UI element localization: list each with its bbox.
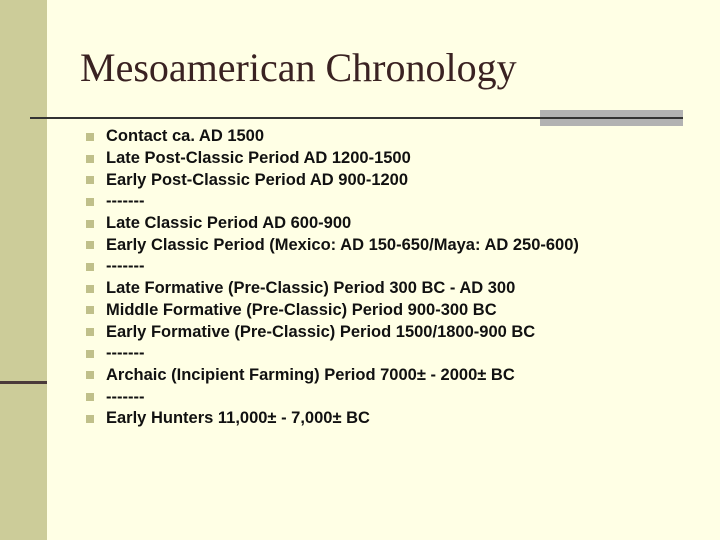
list-item-text: Early Post-Classic Period AD 900-1200	[106, 170, 409, 189]
list-item-text: Late Classic Period AD 600-900	[106, 214, 352, 233]
list-item	[86, 126, 579, 148]
square-bullet-icon	[86, 220, 94, 228]
list-item	[86, 386, 579, 408]
list-item	[86, 169, 579, 191]
square-bullet-icon	[86, 393, 94, 401]
square-bullet-icon	[86, 263, 94, 271]
square-bullet-icon	[86, 198, 94, 206]
list-item-text: -------	[106, 387, 145, 406]
list-item	[86, 234, 579, 256]
square-bullet-icon	[86, 155, 94, 163]
list-item-text: Early Hunters 11,000± - 7,000± BC	[106, 409, 370, 428]
list-item	[86, 213, 579, 235]
list-item	[86, 300, 579, 322]
list-item	[86, 278, 579, 300]
chronology-list	[86, 126, 579, 430]
square-bullet-icon	[86, 328, 94, 336]
square-bullet-icon	[86, 415, 94, 423]
slide-title: Mesoamerican Chronology	[80, 45, 517, 90]
list-item-text: Early Classic Period (Mexico: AD 150-650/Maya: AD 250-600)	[106, 235, 579, 254]
list-item	[86, 408, 579, 430]
square-bullet-icon	[86, 176, 94, 184]
title-divider	[30, 117, 683, 119]
list-item	[86, 321, 579, 343]
list-item-text: Contact ca. AD 1500	[106, 127, 265, 146]
list-item	[86, 365, 579, 387]
list-item	[86, 343, 579, 365]
square-bullet-icon	[86, 350, 94, 358]
left-decorative-bar	[0, 0, 47, 540]
list-item-text: Archaic (Incipient Farming) Period 7000± - 2000± BC	[106, 365, 515, 384]
list-item-text: Late Post-Classic Period AD 1200-1500	[106, 149, 411, 168]
list-item-text: Late Formative (Pre-Classic) Period 300 BC - AD 300	[106, 279, 516, 298]
list-item-text: -------	[106, 192, 145, 211]
square-bullet-icon	[86, 241, 94, 249]
list-item-text: -------	[106, 257, 145, 276]
square-bullet-icon	[86, 285, 94, 293]
list-item	[86, 148, 579, 170]
left-bar-accent-line	[0, 381, 47, 384]
list-item	[86, 191, 579, 213]
list-item-text: Early Formative (Pre-Classic) Period 1500/1800-900 BC	[106, 322, 536, 341]
square-bullet-icon	[86, 133, 94, 141]
list-item-text: -------	[106, 344, 145, 363]
list-item	[86, 256, 579, 278]
square-bullet-icon	[86, 306, 94, 314]
list-item-text: Middle Formative (Pre-Classic) Period 900-300 BC	[106, 300, 497, 319]
square-bullet-icon	[86, 371, 94, 379]
